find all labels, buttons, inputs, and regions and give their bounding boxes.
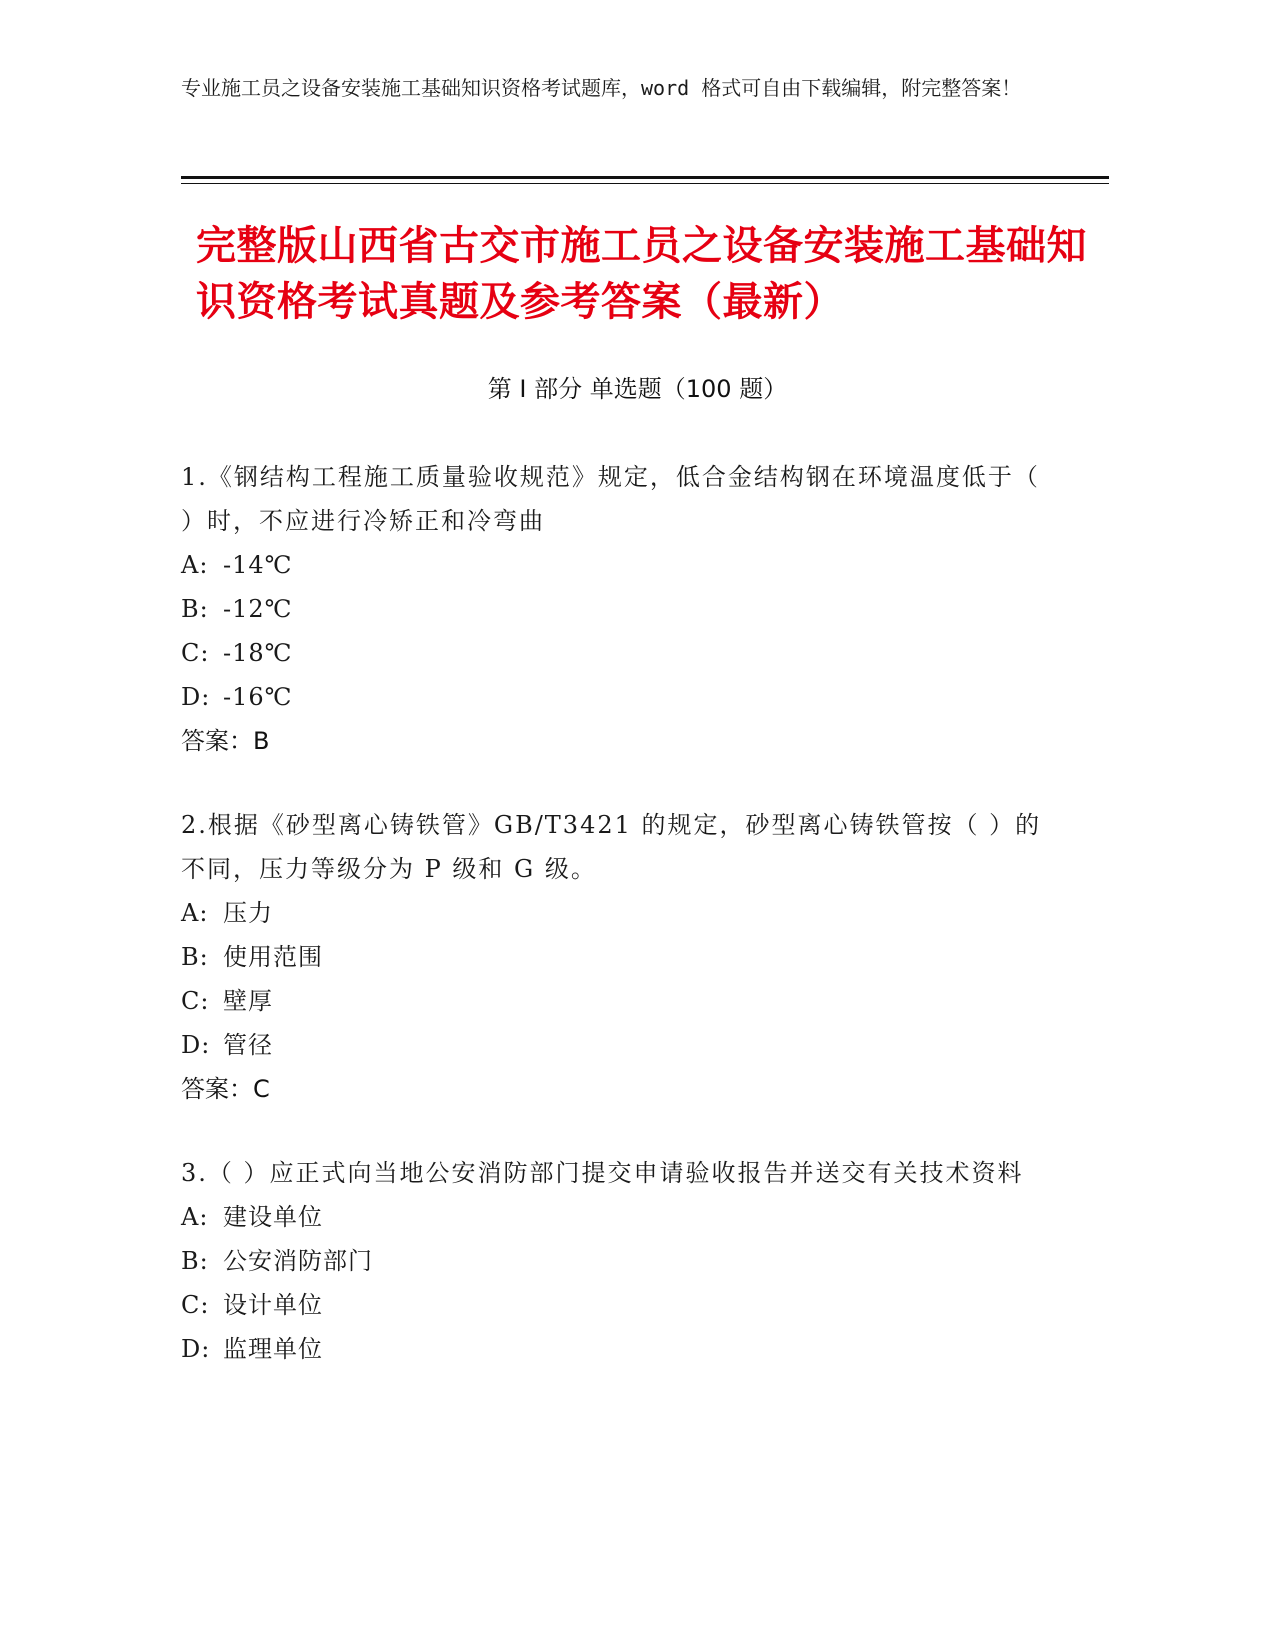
option-a (181, 891, 1061, 935)
section-title: 第 I 部分 单选题（100 题） (487, 375, 788, 403)
option-text: 压力 (223, 899, 273, 927)
option-letter: B: (181, 943, 209, 971)
header-divider-thin (181, 183, 1109, 184)
option-letter: D: (181, 683, 211, 711)
option-c (181, 979, 1061, 1023)
option-letter: A: (181, 1203, 209, 1231)
option-b (181, 1239, 1061, 1283)
option-letter: D: (181, 1031, 211, 1059)
option-a (181, 543, 1061, 587)
option-text: 公安消防部门 (223, 1247, 373, 1275)
option-text: 建设单位 (223, 1203, 323, 1231)
option-letter: D: (181, 1335, 211, 1363)
option-d (181, 675, 1061, 719)
option-letter: B: (181, 595, 209, 623)
option-a (181, 1195, 1061, 1239)
option-text: -12℃ (223, 595, 293, 623)
header-note: 专业施工员之设备安装施工基础知识资格考试题库，word 格式可自由下载编辑，附完整答案！ (181, 76, 1022, 100)
answer-line: 答案：C (181, 1075, 270, 1103)
option-b (181, 935, 1061, 979)
option-b (181, 587, 1061, 631)
option-letter: A: (181, 551, 209, 579)
question-stem: 3.（ ）应正式向当地公安消防部门提交申请验收报告并送交有关技术资料 (181, 1159, 1024, 1187)
option-text: 壁厚 (223, 987, 273, 1015)
question-2 (181, 803, 1061, 1111)
question-1 (181, 455, 1061, 763)
option-text: -18℃ (223, 639, 293, 667)
answer-line: 答案：B (181, 727, 270, 755)
option-d (181, 1327, 1061, 1371)
header-divider-thick (181, 176, 1109, 179)
question-3 (181, 1151, 1061, 1371)
question-list (181, 455, 1061, 1411)
option-text: 管径 (223, 1031, 273, 1059)
question-stem: 2.根据《砂型离心铸铁管》GB/T3421 的规定，砂型离心铸铁管按（ ）的不同，压力等级分为 P 级和 G 级。 (181, 811, 1042, 883)
option-text: 监理单位 (223, 1335, 323, 1363)
option-text: 设计单位 (223, 1291, 323, 1319)
option-d (181, 1023, 1061, 1067)
option-letter: C: (181, 639, 210, 667)
option-text: 使用范围 (223, 943, 323, 971)
option-c (181, 631, 1061, 675)
option-text: -16℃ (223, 683, 293, 711)
option-letter: A: (181, 899, 209, 927)
question-stem: 1.《钢结构工程施工质量验收规范》规定，低合金结构钢在环境温度低于（ ）时，不应进行冷矫正和冷弯曲 (181, 463, 1040, 535)
document-title: 完整版山西省古交市施工员之设备安装施工基础知识资格考试真题及参考答案（最新） (196, 223, 1087, 325)
option-text: -14℃ (223, 551, 293, 579)
option-c (181, 1283, 1061, 1327)
option-letter: C: (181, 987, 210, 1015)
option-letter: B: (181, 1247, 209, 1275)
option-letter: C: (181, 1291, 210, 1319)
